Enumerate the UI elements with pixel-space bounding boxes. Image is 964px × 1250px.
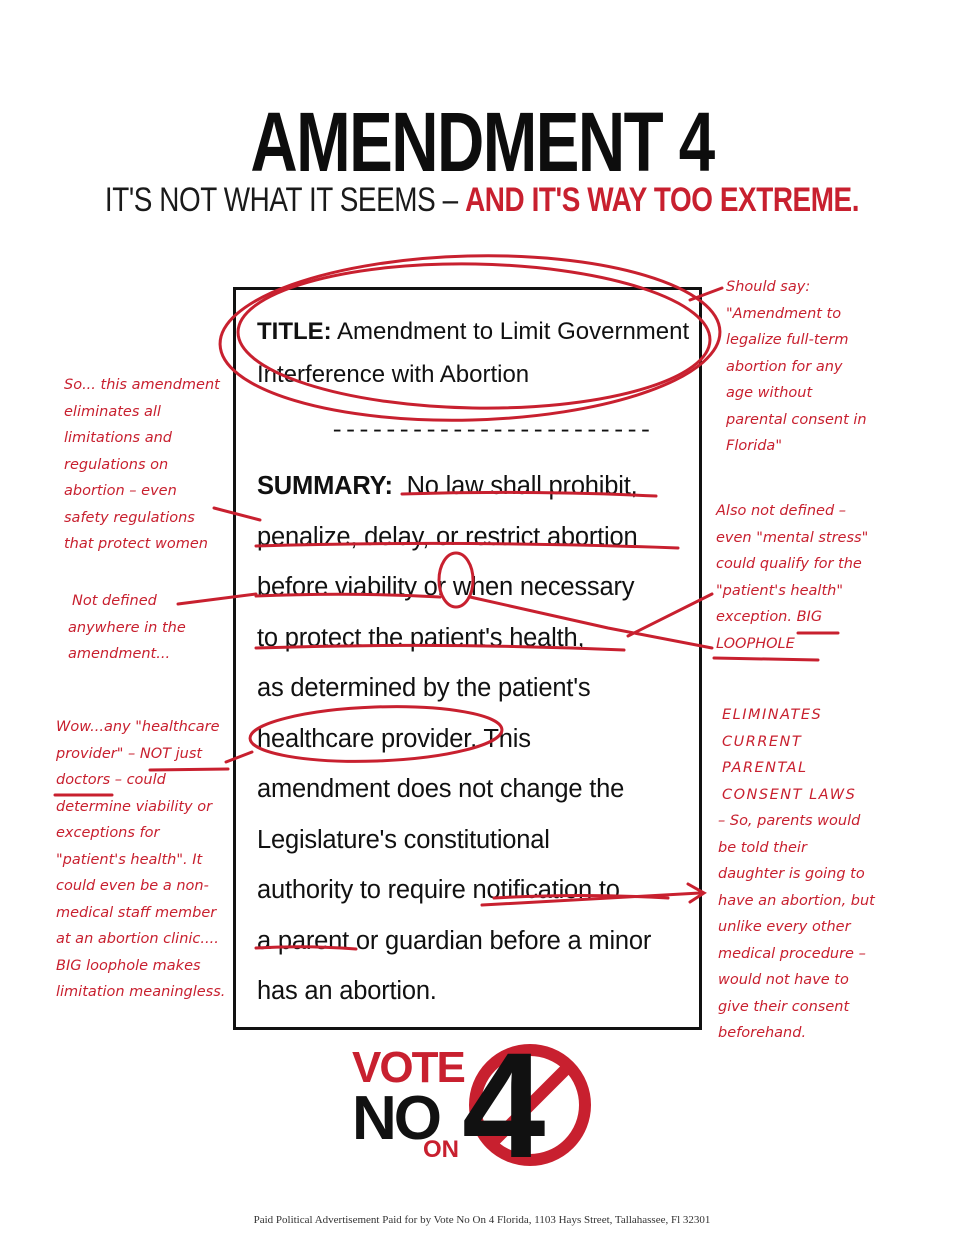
summary-line-1: penalize, delay, or restrict abortion <box>257 522 638 551</box>
summary-line-3: to protect the patient's health, <box>257 623 585 652</box>
note-line: give their consent <box>718 998 850 1015</box>
note-line: be told their <box>718 839 807 856</box>
logo-on: ON <box>423 1136 459 1163</box>
note-line: parental consent in <box>726 411 867 428</box>
note-line: So... this amendment <box>64 377 220 393</box>
note-line: Also not defined – <box>716 503 847 519</box>
note-line: legalize full-term <box>726 332 849 348</box>
divider: ------------------------ <box>330 418 652 445</box>
summary-label: SUMMARY: <box>257 472 393 500</box>
note-line: determine viability or <box>56 798 213 815</box>
note-line: even "mental stress" <box>716 529 869 546</box>
note-line: medical procedure – <box>718 945 866 962</box>
note-line: safety regulations <box>64 509 195 526</box>
note-line: CONSENT LAWS <box>722 786 857 803</box>
subtitle-plain: IT'S NOT WHAT IT SEEMS – <box>104 181 466 219</box>
note-line: Wow...any "healthcare <box>56 719 220 735</box>
note-line: BIG loophole makes <box>56 957 201 974</box>
note-line: LOOPHOLE <box>716 635 795 652</box>
note-line: regulations on <box>64 456 169 473</box>
note-line: would not have to <box>718 972 849 988</box>
note-line: exceptions for <box>56 825 160 841</box>
note-line: CURRENT <box>722 733 803 750</box>
logo-four: 4 <box>462 1021 542 1189</box>
note-line: exception. BIG <box>716 609 823 625</box>
note-line: age without <box>726 385 813 401</box>
summary-line-6: amendment does not change the <box>257 775 625 803</box>
note-line: anywhere in the <box>68 619 186 636</box>
note-line: daughter is going to <box>718 866 865 882</box>
logo-vote: VOTE <box>352 1043 464 1092</box>
logo-no: NO <box>352 1084 439 1153</box>
note-line: could qualify for the <box>716 556 862 572</box>
note-line: limitations and <box>64 430 172 446</box>
summary-line-9: a parent or guardian before a minor <box>257 926 652 955</box>
note-line: provider" – NOT just <box>56 745 203 762</box>
note-line: medical staff member <box>56 904 217 921</box>
note-line: "patient's health". It <box>56 851 203 868</box>
subtitle-emphasis: AND IT'S WAY TOO EXTREME. <box>465 181 860 219</box>
note-line: doctors – could <box>56 772 166 788</box>
note-line: amendment... <box>68 646 171 662</box>
note-line: – So, parents would <box>718 813 861 829</box>
disclaimer-footer: Paid Political Advertisement Paid for by Vote No On 4 Florida, 1103 Hays Street, Tallahassee, Fl 32301 <box>253 1214 711 1226</box>
note-line: could even be a non- <box>56 878 209 894</box>
title-label: TITLE: <box>257 318 332 345</box>
note-line: Florida" <box>726 438 782 454</box>
page-title: AMENDMENT 4 <box>250 95 714 189</box>
note-line: "patient's health" <box>716 582 843 599</box>
note-line: "Amendment to <box>726 305 842 322</box>
title-text-2: Interference with Abortion <box>257 361 530 388</box>
summary-line-5: healthcare provider. This <box>257 724 531 753</box>
note-line: beforehand. <box>718 1025 807 1041</box>
summary-line-7: Legislature's constitutional <box>257 825 550 854</box>
note-line: eliminates all <box>64 403 161 420</box>
note-line: PARENTAL <box>722 760 808 776</box>
title-text-1: Amendment to Limit Government <box>337 318 690 345</box>
summary-line-0: No law shall prohibit, <box>406 472 638 500</box>
note-line: that protect women <box>64 536 208 552</box>
note-line: abortion – even <box>64 483 177 499</box>
note-line: Not defined <box>72 593 157 609</box>
note-line: ELIMINATES <box>722 707 823 723</box>
summary-line-2: before viability or when necessary <box>257 573 635 601</box>
note-line: have an abortion, but <box>718 892 875 909</box>
note-line: limitation meaningless. <box>56 984 226 1000</box>
summary-line-8: authority to require notification to <box>257 876 620 904</box>
note-line: abortion for any <box>726 358 843 375</box>
note-line: unlike every other <box>718 919 851 935</box>
note-line: at an abortion clinic.... <box>56 931 219 947</box>
summary-line-4: as determined by the patient's <box>257 674 591 702</box>
note-line: Should say: <box>726 279 811 295</box>
summary-line-10: has an abortion. <box>257 977 437 1005</box>
